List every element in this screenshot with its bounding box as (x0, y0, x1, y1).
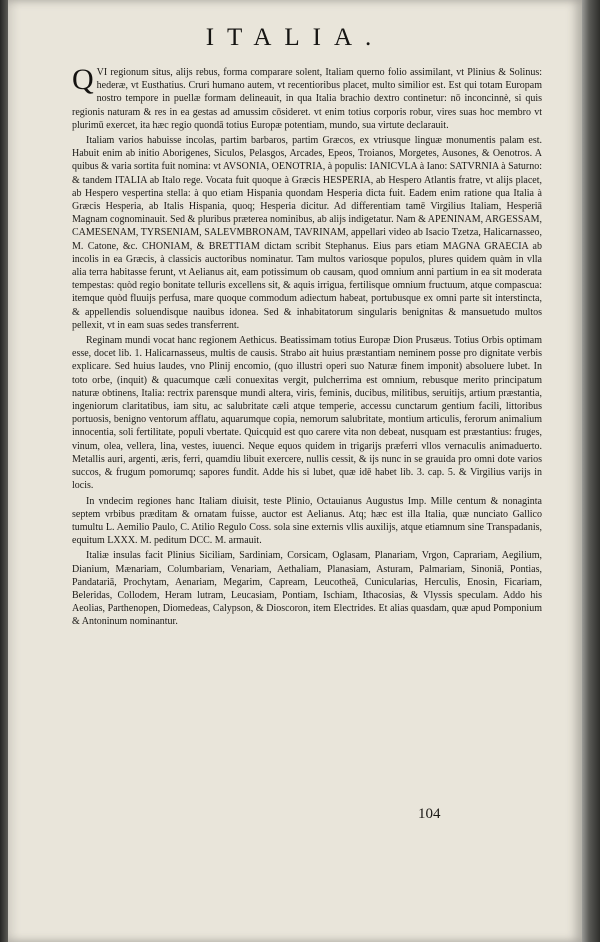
paragraph-3: Reginam mundi vocat hanc regionem Aethicus. Beatissimam totius Europæ Dion Prusæus. Totius Orbis optimam esse, docet lib. 1. Halicarnasseus, multis de causis. Strabo ait huius præstantiam neminem posse pro dignitate verbis explicare. Sed huius laudes, vno Plinij encomio, (quo illustri operi suo Naturæ finem imponit) absoluere lubet. In toto orbe, (inquit) & quacumque cæli conuexitas vergit, pulcherrima est omnium, rebusque merito principatum naturæ obtinens, Italia: rectrix parensque mundi altera, viris, feminis, ducibus, militibus, seruitijs, artium præstantia, ingeniorum claritatibus, iam situ, ac salubritate cæli atque temperie, accessu cunctarum gentium facili, littoribus portuosis, benigno ventorum afflatu, aquarumque copia, nemorum salubritate, montium articulis, ferorum animalium innocentia, soli fertilitate, populi vbertate. Quicquid est quo carere vita non debeat, nusquam est præstantius: fruges, vinum, olea, vellera, lina, vestes, iuuenci. Neque equos quidem in trigarijs præferri vllos vernaculis animaduerto. Metallis auri, argenti, æris, ferri, quamdiu libuit exercere, nullis cessit, & ijs nunc in se grauida pro omni dote varios succos, & frugum pomorumq; sapores fundit. Adde his si lubet, quæ idē habet lib. 3. cap. 5. & Virgilius varijs in locis. (72, 335, 542, 492)
main-text (72, 63, 542, 631)
book-gutter-shadow (0, 0, 8, 942)
book-page (8, 0, 582, 942)
page-number: 104 (418, 806, 441, 822)
drop-cap: Q (72, 63, 94, 96)
paragraph-1-text: VI regionum situs, alijs rebus, forma comparare solent, Italiam querno folio assimilant, vt Plinius & Solinus: hederæ, vt Eusthatius. Cruri humano autem, vt recentioribus placet, multo similior est. Est qui totam Europam nostro tempore in puellæ formam delineauit, in qua Italia brachio dextro continetur: nō inconcinnè, si quis regionis naturam & res in ea gestas ad amussim cōsideret. vt enim totius corporis robur, vires suas hoc membro vt plurimū exercet, ita hæc regio quondā totius Europæ potentiam, mundo, sua virtute declarauit. (72, 67, 542, 131)
paragraph-2: Italiam varios habuisse incolas, partim barbaros, partim Græcos, ex vtriusque linguæ monumentis palam est. Habuit enim ab initio Aborigenes, Siculos, Pelasgos, Arcades, Epeos, Troianos, Morgetes, Ausones, & Oenotros. A quibus & varia sortita fuit nomina: vt AVSONIA, OENOTRIA, à populis: IANICVLA à Iano: SATVRNIA à Saturno: & tandem ITALIA ab Italo rege. Vocata fuit quoque à Græcis HESPERIA, ab Hespero Atlantis fratre, vt alijs placet, ab Hespero vespertina stella: à quo etiam Hispania quondam Hesperia dicta fuit. Eadem enim ratione qua Italia à Græcis Hesperia, ab Italis Hispania, quoq; Hesperia dicitur. Ad differentiam tamē Virgilius Italiam, Hesperiā Magnam cognominauit. Sed & pluribus præterea nominibus, ab alijs indigetatur. Nam & APENINAM, ARGESSAM, CAMESENAM, TYRSENIAM, SALEVMBRONAM, TAVRINAM, appellari video ab Isacio Tzetza, Halicarnasseo, M. Catone, &c. CHONIAM, & BRETTIAM dictam scribit Stephanus. Eius pars etiam MAGNA GRAECIA ab incolis in ea Græcis, à classicis auctoribus nominatur. Tam multos variosque populos, plures quidem quàm in vlla alia terra habitasse ferunt, vt Aelianus ait, eam potissimum ob causam, quod omnium anni partium in ea sit moderata tempestas: quòd regio bonitate telluris excellens sit, & aquis irrigua, fertilisque omnium fructuum, atque compascua: itemque quòd fluuijs perfusa, mare quoque commodum adiectum habeat, portubusque ex omni parte sit interstincta, & appellendis soluendisque nauibus idonea. Sed & inhabitatorum singularis benignitas & mansuetudo multos pellexit, vt in eam suas sedes transferrent. (72, 135, 542, 331)
paragraph-5: Italiæ insulas facit Plinius Siciliam, Sardiniam, Corsicam, Oglasam, Planariam, Vrgon, Caprariam, Aegilium, Dianium, Mænariam, Columbariam, Venariam, Aethaliam, Planasiam, Asturam, Palmariam, Sinoniā, Pontias, Pandatariā, Prochytam, Aenariam, Megarim, Capream, Leucotheā, Cunicularias, Herculis, Enosin, Ficariam, Beleridas, Collodem, Heram lutram, Leucasiam, Pontiam, Ischiam, Ithacosias, & Vlyssis speculam. Addo his Aeolias, Parthenopen, Diomedeas, Calypson, & Dioscoron, item Electrides. Et alias quasdam, quæ apud Pomponium & Antoninum nominantur. (72, 550, 542, 628)
page-title: ITALIA. (205, 24, 385, 51)
paragraph-1 (72, 63, 542, 132)
paragraph-4: In vndecim regiones hanc Italiam diuisit, teste Plinio, Octauianus Augustus Imp. Mille centum & nonaginta septem vrbibus præditam & ornatam fuisse, auctor est Aelianus. Atq; hæc est illa Italia, quæ nunciato Gallico tumultu L. Aemilio Paulo, C. Atilio Regulo Coss. sola sine externis vllis auxilijs, atque etiamnum sine Transpadanis, equitum LXXX. M. peditum DCC. M. armauit. (72, 495, 542, 547)
page-edge-shadow (582, 0, 600, 942)
